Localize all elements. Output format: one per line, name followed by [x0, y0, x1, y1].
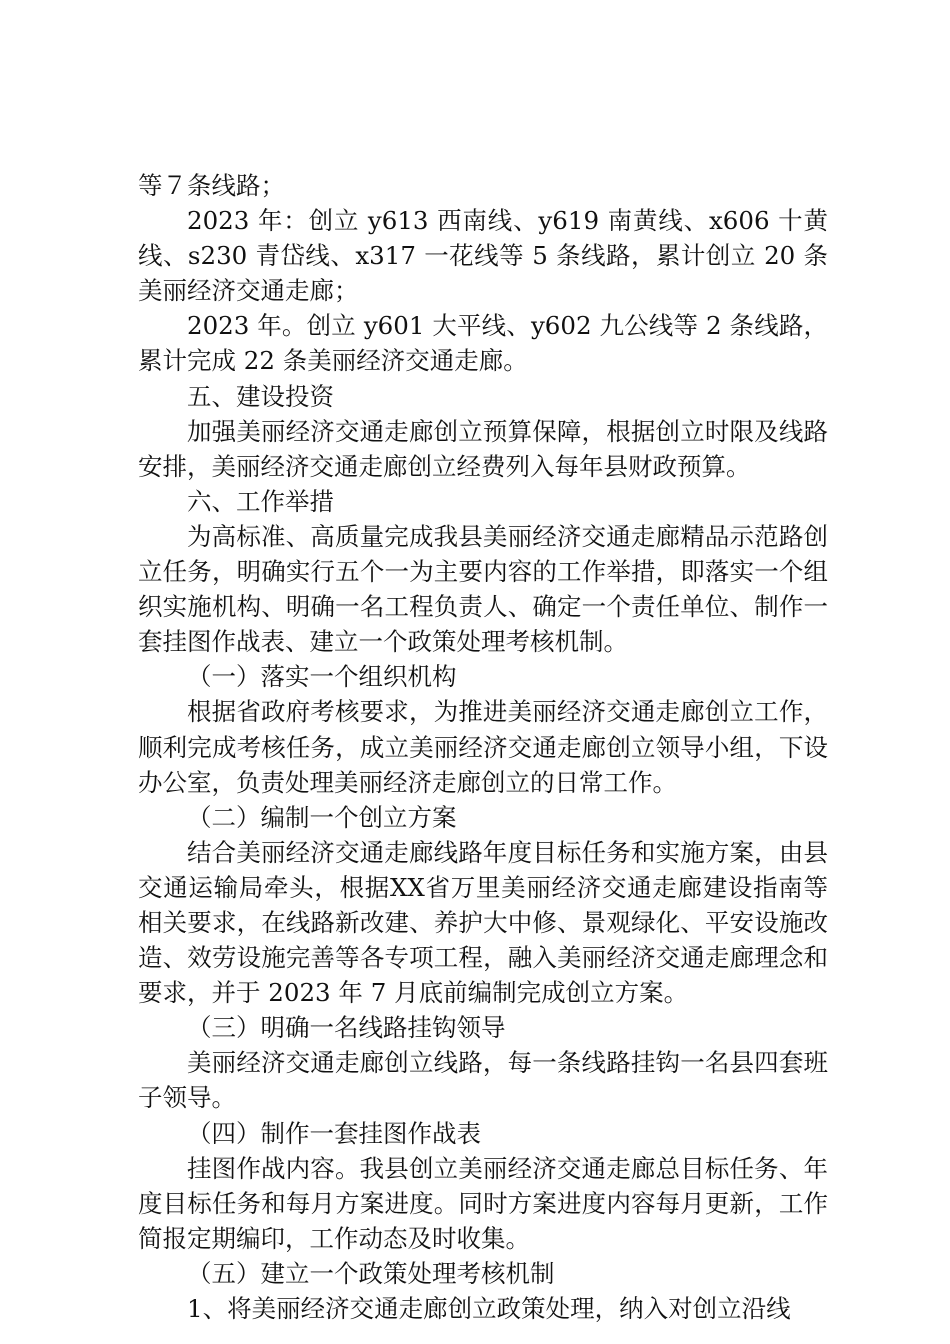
document-body: [138, 168, 828, 1326]
subheading-leader: （三）明确一名线路挂钩领导: [187, 1013, 506, 1043]
paragraph-leader: 美丽经济交通走廊创立线路，每一条线路挂钩一名县四套班子领导。: [138, 1048, 828, 1113]
subheading-policy: （五）建立一个政策处理考核机制: [187, 1258, 555, 1288]
paragraph-2023-plan-b: 2023 年。创立 y601 大平线、y602 九公线等 2 条线路，累计完成 22 条美丽经济交通走廊。: [138, 311, 828, 376]
paragraph-continuation: 等７条线路；: [138, 171, 285, 200]
paragraph-organization: 根据省政府考核要求，为推进美丽经济交通走廊创立工作，顺利完成考核任务，成立美丽经济交通走廊创立领导小组，下设办公室，负责处理美丽经济走廊创立的日常工作。: [138, 697, 828, 797]
paragraph-chart: 挂图作战内容。我县创立美丽经济交通走廊总目标任务、年度目标任务和每月方案进度。同时方案进度内容每月更新，工作简报定期编印，工作动态及时收集。: [138, 1153, 828, 1253]
paragraph-2023-plan-a: 2023 年：创立 y613 西南线、y619 南黄线、x606 十黄线、s230 青岱线、x317 一花线等 5 条线路，累计创立 20 条美丽经济交通走廊；: [138, 206, 828, 306]
subheading-plan: （二）编制一个创立方案: [187, 802, 457, 832]
paragraph-policy-item-1: 1、将美丽经济交通走廊创立政策处理，纳入对创立沿线: [187, 1294, 791, 1323]
section-heading-investment: 五、建设投资: [187, 381, 334, 411]
subheading-chart: （四）制作一套挂图作战表: [187, 1118, 481, 1148]
paragraph-measures: 为高标准、高质量完成我县美丽经济交通走廊精品示范路创立任务，明确实行五个一为主要内容的工作举措，即落实一个组织实施机构、明确一名工程负责人、确定一个责任单位、制作一套挂图作战表、建立一个政策处理考核机制。: [138, 521, 828, 657]
paragraph-plan: 结合美丽经济交通走廊线路年度目标任务和实施方案，由县交通运输局牵头，根据XX省万里美丽经济交通走廊建设指南等相关要求，在线路新改建、养护大中修、景观绿化、平安设施改造、效劳设施完善等各专项工程，融入美丽经济交通走廊理念和要求，并于 2023 年 7 月底前编制完成创立方案。: [138, 837, 828, 1008]
section-heading-measures: 六、工作举措: [187, 486, 334, 516]
subheading-organization: （一）落实一个组织机构: [187, 662, 457, 692]
paragraph-investment: 加强美丽经济交通走廊创立预算保障，根据创立时限及线路安排，美丽经济交通走廊创立经费列入每年县财政预算。: [138, 416, 828, 481]
